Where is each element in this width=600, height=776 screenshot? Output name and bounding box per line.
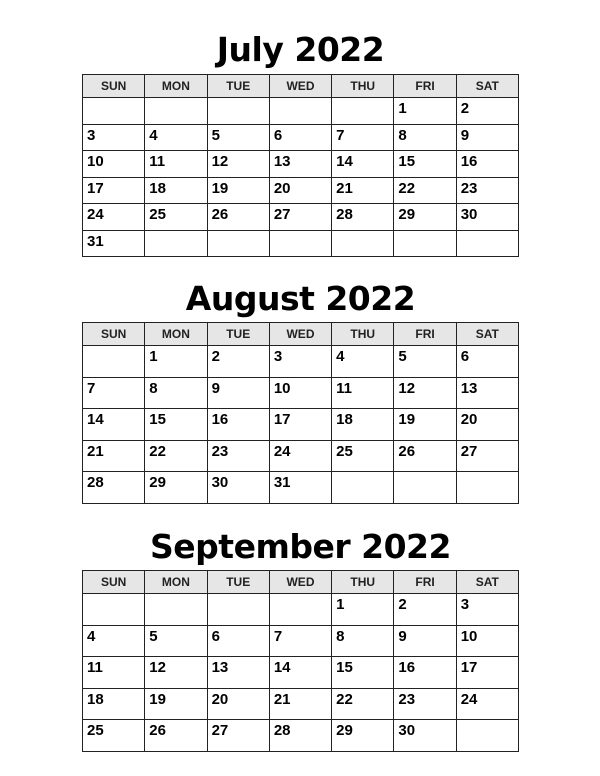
empty-day-cell xyxy=(145,230,207,257)
day-cell: 31 xyxy=(83,230,145,257)
day-cell: 18 xyxy=(83,688,145,720)
weekday-header-row xyxy=(83,571,519,594)
day-cell: 30 xyxy=(394,720,456,752)
weekday-label-sun: SUN xyxy=(83,571,145,594)
weekday-label-fri: FRI xyxy=(394,571,456,594)
weekday-label-tue: TUE xyxy=(207,75,269,98)
day-cell: 1 xyxy=(394,98,456,125)
day-cell: 6 xyxy=(207,625,269,657)
weekday-label-sat: SAT xyxy=(456,75,518,98)
week-row xyxy=(83,98,519,125)
day-cell: 12 xyxy=(207,151,269,178)
day-cell: 19 xyxy=(394,409,456,441)
day-cell: 1 xyxy=(332,594,394,626)
day-cell: 26 xyxy=(394,440,456,472)
day-cell: 24 xyxy=(269,440,331,472)
day-cell: 29 xyxy=(145,472,207,504)
day-cell: 20 xyxy=(456,409,518,441)
week-row xyxy=(83,472,519,504)
day-cell: 21 xyxy=(269,688,331,720)
empty-day-cell xyxy=(269,230,331,257)
day-cell: 25 xyxy=(83,720,145,752)
day-cell: 10 xyxy=(269,377,331,409)
day-cell: 17 xyxy=(269,409,331,441)
day-cell: 28 xyxy=(269,720,331,752)
day-cell: 15 xyxy=(332,657,394,689)
weekday-label-wed: WED xyxy=(269,75,331,98)
weekday-label-mon: MON xyxy=(145,571,207,594)
weekday-label-mon: MON xyxy=(145,75,207,98)
month-title: August 2022 xyxy=(185,279,416,318)
day-cell: 7 xyxy=(83,377,145,409)
day-cell: 24 xyxy=(456,688,518,720)
week-row xyxy=(83,720,519,752)
empty-day-cell xyxy=(456,472,518,504)
week-row xyxy=(83,151,519,178)
day-cell: 22 xyxy=(145,440,207,472)
day-cell: 24 xyxy=(83,204,145,231)
day-cell: 6 xyxy=(456,346,518,378)
weekday-label-sat: SAT xyxy=(456,571,518,594)
day-cell: 4 xyxy=(145,124,207,151)
empty-day-cell xyxy=(207,230,269,257)
day-cell: 22 xyxy=(332,688,394,720)
week-row xyxy=(83,230,519,257)
day-cell: 23 xyxy=(456,177,518,204)
day-cell: 16 xyxy=(394,657,456,689)
day-cell: 18 xyxy=(332,409,394,441)
day-cell: 29 xyxy=(394,204,456,231)
day-cell: 20 xyxy=(269,177,331,204)
day-cell: 21 xyxy=(332,177,394,204)
empty-day-cell xyxy=(269,594,331,626)
week-row xyxy=(83,177,519,204)
day-cell: 5 xyxy=(394,346,456,378)
day-cell: 15 xyxy=(145,409,207,441)
week-row xyxy=(83,377,519,409)
empty-day-cell xyxy=(145,98,207,125)
day-cell: 3 xyxy=(83,124,145,151)
day-cell: 19 xyxy=(207,177,269,204)
day-cell: 16 xyxy=(456,151,518,178)
day-cell: 11 xyxy=(332,377,394,409)
day-cell: 10 xyxy=(456,625,518,657)
weekday-label-tue: TUE xyxy=(207,571,269,594)
day-cell: 25 xyxy=(332,440,394,472)
day-cell: 1 xyxy=(145,346,207,378)
day-cell: 4 xyxy=(83,625,145,657)
day-cell: 11 xyxy=(145,151,207,178)
day-cell: 26 xyxy=(145,720,207,752)
weekday-label-wed: WED xyxy=(269,323,331,346)
day-cell: 29 xyxy=(332,720,394,752)
weekday-label-fri: FRI xyxy=(394,75,456,98)
day-cell: 26 xyxy=(207,204,269,231)
empty-day-cell xyxy=(394,230,456,257)
calendar-grid xyxy=(82,570,519,752)
week-row xyxy=(83,688,519,720)
empty-day-cell xyxy=(332,230,394,257)
empty-day-cell xyxy=(456,720,518,752)
day-cell: 31 xyxy=(269,472,331,504)
day-cell: 8 xyxy=(394,124,456,151)
empty-day-cell xyxy=(83,346,145,378)
weekday-label-sun: SUN xyxy=(83,323,145,346)
day-cell: 14 xyxy=(332,151,394,178)
weekday-label-sat: SAT xyxy=(456,323,518,346)
empty-day-cell xyxy=(394,472,456,504)
day-cell: 2 xyxy=(394,594,456,626)
day-cell: 13 xyxy=(207,657,269,689)
day-cell: 13 xyxy=(269,151,331,178)
month-title: July 2022 xyxy=(216,30,385,69)
day-cell: 17 xyxy=(83,177,145,204)
day-cell: 27 xyxy=(207,720,269,752)
day-cell: 9 xyxy=(394,625,456,657)
day-cell: 17 xyxy=(456,657,518,689)
weekday-label-thu: THU xyxy=(332,75,394,98)
day-cell: 22 xyxy=(394,177,456,204)
day-cell: 28 xyxy=(332,204,394,231)
empty-day-cell xyxy=(332,472,394,504)
day-cell: 10 xyxy=(83,151,145,178)
weekday-label-wed: WED xyxy=(269,571,331,594)
empty-day-cell xyxy=(207,98,269,125)
week-row xyxy=(83,440,519,472)
day-cell: 13 xyxy=(456,377,518,409)
day-cell: 27 xyxy=(269,204,331,231)
weekday-label-thu: THU xyxy=(332,323,394,346)
week-row xyxy=(83,346,519,378)
day-cell: 18 xyxy=(145,177,207,204)
weekday-label-thu: THU xyxy=(332,571,394,594)
weekday-header-row xyxy=(83,75,519,98)
day-cell: 20 xyxy=(207,688,269,720)
month-title: September 2022 xyxy=(150,527,451,566)
empty-day-cell xyxy=(83,594,145,626)
day-cell: 28 xyxy=(83,472,145,504)
week-row xyxy=(83,124,519,151)
empty-day-cell xyxy=(269,98,331,125)
day-cell: 19 xyxy=(145,688,207,720)
day-cell: 5 xyxy=(207,124,269,151)
day-cell: 7 xyxy=(269,625,331,657)
empty-day-cell xyxy=(207,594,269,626)
empty-day-cell xyxy=(145,594,207,626)
empty-day-cell xyxy=(456,230,518,257)
week-row xyxy=(83,409,519,441)
day-cell: 25 xyxy=(145,204,207,231)
day-cell: 6 xyxy=(269,124,331,151)
day-cell: 30 xyxy=(456,204,518,231)
empty-day-cell xyxy=(83,98,145,125)
day-cell: 23 xyxy=(207,440,269,472)
day-cell: 21 xyxy=(83,440,145,472)
empty-day-cell xyxy=(332,98,394,125)
week-row xyxy=(83,594,519,626)
day-cell: 7 xyxy=(332,124,394,151)
day-cell: 23 xyxy=(394,688,456,720)
day-cell: 12 xyxy=(145,657,207,689)
day-cell: 9 xyxy=(456,124,518,151)
day-cell: 8 xyxy=(145,377,207,409)
day-cell: 8 xyxy=(332,625,394,657)
day-cell: 14 xyxy=(83,409,145,441)
weekday-header-row xyxy=(83,323,519,346)
weekday-label-tue: TUE xyxy=(207,323,269,346)
day-cell: 2 xyxy=(207,346,269,378)
day-cell: 30 xyxy=(207,472,269,504)
week-row xyxy=(83,657,519,689)
day-cell: 3 xyxy=(456,594,518,626)
week-row xyxy=(83,625,519,657)
day-cell: 4 xyxy=(332,346,394,378)
day-cell: 2 xyxy=(456,98,518,125)
day-cell: 16 xyxy=(207,409,269,441)
day-cell: 15 xyxy=(394,151,456,178)
week-row xyxy=(83,204,519,231)
calendar-grid xyxy=(82,322,519,504)
weekday-label-fri: FRI xyxy=(394,323,456,346)
weekday-label-sun: SUN xyxy=(83,75,145,98)
day-cell: 9 xyxy=(207,377,269,409)
day-cell: 27 xyxy=(456,440,518,472)
day-cell: 14 xyxy=(269,657,331,689)
day-cell: 5 xyxy=(145,625,207,657)
day-cell: 11 xyxy=(83,657,145,689)
weekday-label-mon: MON xyxy=(145,323,207,346)
day-cell: 12 xyxy=(394,377,456,409)
day-cell: 3 xyxy=(269,346,331,378)
calendar-grid xyxy=(82,74,519,257)
